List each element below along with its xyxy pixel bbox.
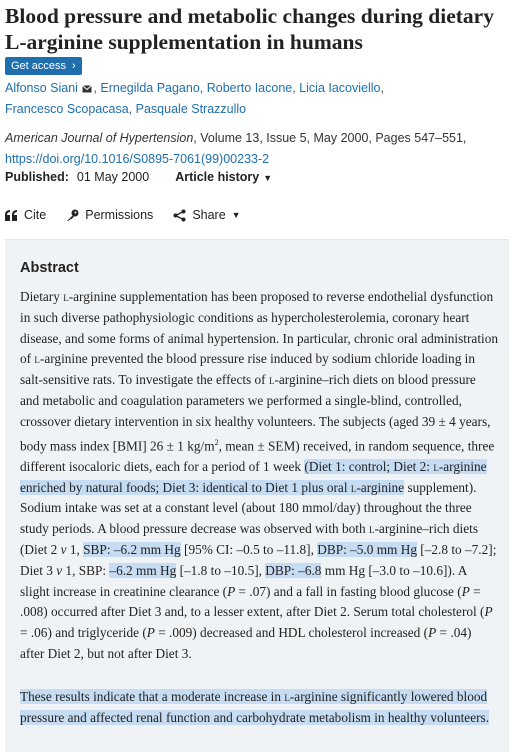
author-link[interactable]: Roberto Iacone	[206, 81, 293, 95]
quote-icon	[5, 210, 18, 221]
email-icon[interactable]	[82, 85, 92, 93]
permissions-button[interactable]	[66, 208, 153, 222]
abstract-heading: Abstract	[20, 260, 79, 276]
author-link[interactable]: Ernegilda Pagano	[100, 81, 200, 95]
published-label: Published:	[5, 170, 69, 184]
article-history-toggle[interactable]	[175, 170, 272, 184]
title-l-prefix: L	[5, 30, 20, 54]
abstract-section	[5, 239, 509, 752]
publication-info	[5, 170, 272, 184]
caret-down-icon: ▼	[231, 210, 241, 220]
author-list: Alfonso Siani , Ernegilda Pagano, Roberto Iacone, Licia Iacoviello, Francesco Scopacasa, Pasquale Strazzullo	[5, 81, 384, 116]
article-history-label: Article history	[175, 170, 260, 184]
cite-button[interactable]	[5, 208, 46, 222]
journal-name: American Journal of Hypertension	[5, 131, 194, 145]
cite-label: Cite	[24, 208, 47, 222]
citation-info	[5, 128, 510, 170]
published-date: 01 May 2000	[76, 170, 150, 184]
caret-down-icon: ▼	[263, 173, 273, 183]
abstract-paragraph-2: These results indicate that a moderate increase in l-arginine significantly lowered blood pressure and affected renal function and carbohydrate metabolism in healthy volunteers.	[20, 689, 490, 725]
key-icon	[66, 209, 79, 222]
article-toolbar	[5, 208, 261, 222]
share-label: Share	[192, 208, 226, 222]
share-icon	[173, 209, 186, 222]
title-text-1: Blood pressure and metabolic changes during dietary	[5, 4, 494, 28]
permissions-label: Permissions	[85, 208, 154, 222]
article-title	[5, 3, 510, 55]
author-link[interactable]: Licia Iacoviello	[299, 81, 381, 95]
share-button[interactable]	[173, 208, 240, 222]
issue-details: , Volume 13, Issue 5, May 2000, Pages 547–551,	[193, 131, 467, 145]
author-link[interactable]: Pasquale Strazzullo	[135, 102, 247, 116]
abstract-paragraph-1: Dietary l-arginine supplementation has been proposed to reverse endothelial dysfunction in such diverse pathophysiologic conditions as hypercholesterolemia, coronary heart disease, and some forms of animal hypertension. In particular, chronic oral administration of l-arginine prevented the blood pressure rise induced by sodium chloride loading in salt-sensitive rats. To investigate the effects of l-arginine–rich diets on blood pressure and metabolic and coagulation parameters we performed a single-blind, controlled, crossover dietary intervention in six healthy volunteers. The subjects (aged 39 ± 4 years, body mass index [BMI] 26 ± 1 $kg/m^2$, mean ± SEM) received, in random sequence, three different isocaloric diets, each for a period of 1 week (Diet 1: control; Diet 2: l-arginine enriched by natural foods; Diet 3: identical to Diet 1 plus oral l-arginine supplement). Sodium intake was set at a constant level (about 180 mmol/day) throughout the three study periods. A blood pressure decrease was observed with both l-arginine–rich diets (Diet 2 v 1, SBP: –6.2 mm Hg [95% CI: –0.5 to –11.8], DBP: –5.0 mm Hg [–2.8 to –7.2]; Diet 3 v 1, SBP: –6.2 mm Hg [–1.8 to –10.5], DBP: –6.8 mm Hg [–3.0 to –10.6]). A slight increase in creatinine clearance (P = .07) and a fall in fasting blood glucose (P = .008) occurred after Diet 3 and, to a lesser extent, after Diet 2. Serum total cholesterol (P = .06) and triglyceride (P = .009) decreased and HDL cholesterol increased (P = .04) after Diet 2, but not after Diet 3.	[20, 289, 499, 661]
author-link[interactable]: Alfonso Siani	[5, 81, 78, 95]
title-text-2: -arginine supplementation in humans	[19, 30, 363, 54]
get-access-button[interactable]	[5, 57, 82, 75]
doi-link[interactable]: https://doi.org/10.1016/S0895-7061(99)00233-2	[5, 152, 270, 166]
chevron-right-icon: ›	[72, 60, 76, 72]
get-access-label: Get access	[11, 60, 67, 72]
author-link[interactable]: Francesco Scopacasa	[5, 102, 129, 116]
